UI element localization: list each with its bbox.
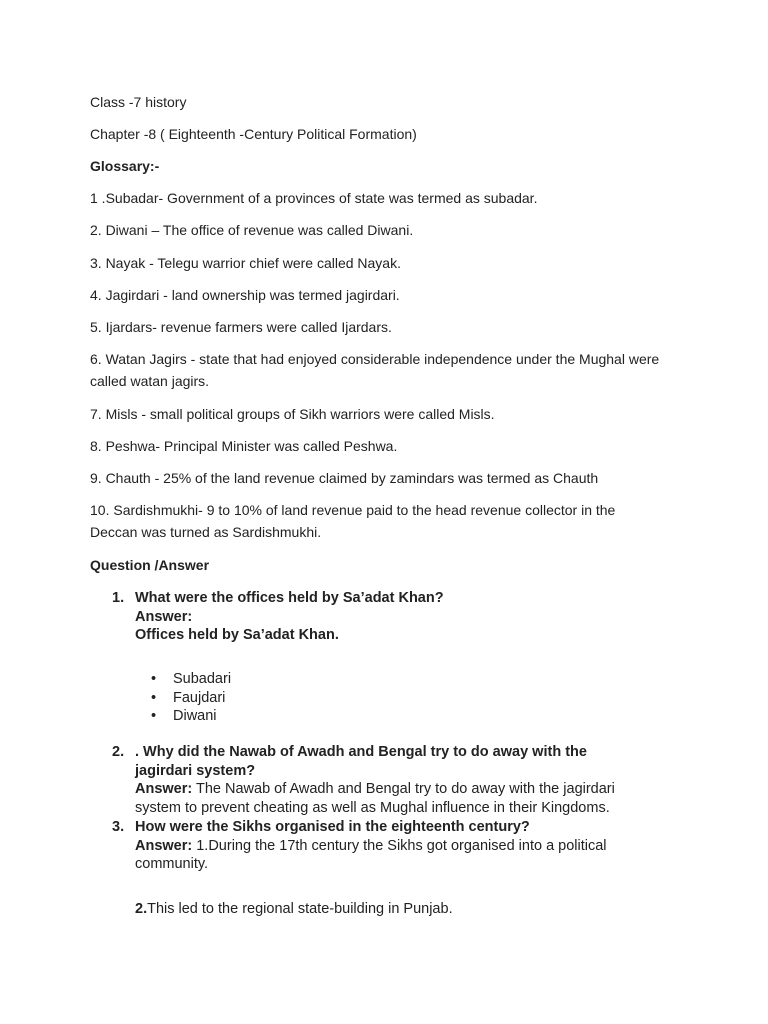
- class-line: Class -7 history: [90, 94, 187, 110]
- question-1-text: What were the offices held by Sa’adat Khan?: [135, 590, 444, 606]
- glossary-item-2: 2. Diwani – The office of revenue was called Diwani.: [90, 222, 414, 238]
- answer-3-text: 1.During the 17th century the Sikhs got organised into a political community.: [135, 837, 607, 872]
- question-1: [112, 589, 652, 645]
- answer-3-point-2-number: 2.: [135, 901, 148, 917]
- answer-2-label: Answer:: [135, 781, 193, 797]
- qa-heading: Question /Answer: [90, 557, 210, 573]
- chapter-line: Chapter -8 ( Eighteenth -Century Political Formation): [90, 126, 417, 142]
- list-item: • Subadari: [146, 670, 231, 689]
- glossary-item-8: 8. Peshwa- Principal Minister was called Peshwa.: [90, 438, 398, 454]
- glossary-item-7: 7. Misls - small political groups of Sikh warriors were called Misls.: [90, 406, 495, 422]
- list-item: • Diwani: [146, 707, 231, 726]
- question-3-text: How were the Sikhs organised in the eighteenth century?: [135, 819, 530, 835]
- glossary-item-10: 10. Sardishmukhi- 9 to 10% of land revenue paid to the head revenue collector in the Deccan was turned as Sardishmukhi.: [90, 502, 616, 540]
- answer-1-bullets: [146, 670, 231, 726]
- question-2-number: 2.: [112, 744, 125, 760]
- question-1-number: 1.: [112, 590, 125, 606]
- glossary-item-1: 1 .Subadar- Government of a provinces of state was termed as subadar.: [90, 190, 538, 206]
- glossary-item-6: 6. Watan Jagirs - state that had enjoyed considerable independence under the Mughal were called watan jagirs.: [90, 351, 660, 389]
- answer-3-label: Answer:: [135, 837, 193, 854]
- question-3: [112, 818, 642, 874]
- glossary-item-4: 4. Jagirdari - land ownership was termed jagirdari.: [90, 287, 400, 303]
- answer-2-text: The Nawab of Awadh and Bengal try to do away with the jagirdari system to prevent cheating as well as Mughal influence in their Kingdoms.: [135, 781, 615, 816]
- list-item: • Faujdari: [146, 689, 231, 708]
- glossary-item-3: 3. Nayak - Telegu warrior chief were called Nayak.: [90, 255, 401, 271]
- glossary-heading: Glossary:-: [90, 158, 160, 174]
- question-3-number: 3.: [112, 819, 125, 835]
- question-2: [112, 743, 642, 817]
- answer-2: [135, 780, 642, 817]
- answer-1-heading: Offices held by Sa’adat Khan.: [135, 627, 339, 643]
- glossary-item-9: 9. Chauth - 25% of the land revenue claimed by zamindars was termed as Chauth: [90, 470, 599, 486]
- answer-3: [135, 837, 642, 874]
- answer-3-point-2-text: This led to the regional state-building in Punjab.: [147, 901, 453, 917]
- answer-1-label: Answer:: [135, 608, 193, 625]
- question-2-text: . Why did the Nawab of Awadh and Bengal try to do away with the jagirdari system?: [135, 744, 587, 779]
- answer-3-point-2: [135, 900, 675, 919]
- glossary-item-5: 5. Ijardars- revenue farmers were called Ijardars.: [90, 319, 392, 335]
